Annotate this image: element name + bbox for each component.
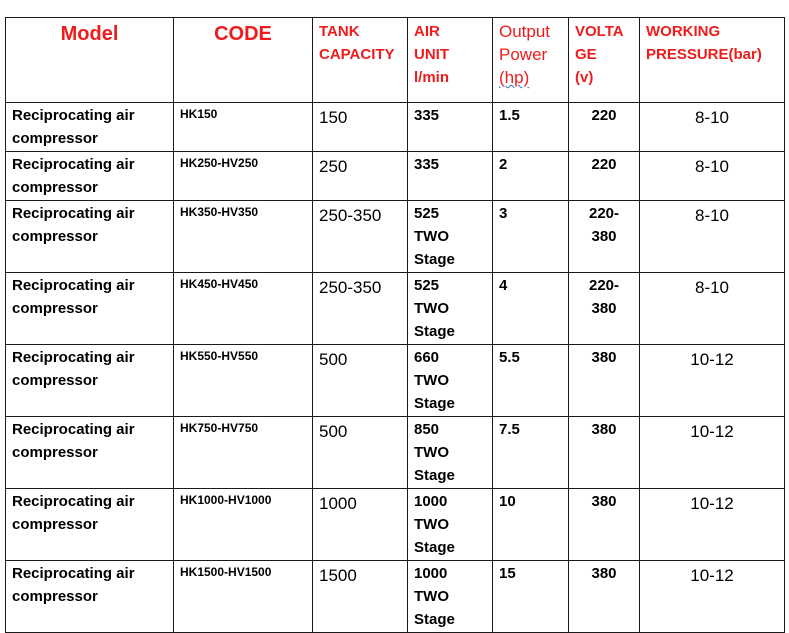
cell-model: Reciprocating air compressor bbox=[6, 273, 174, 345]
cell-code: HK1000-HV1000 bbox=[174, 489, 313, 561]
cell-voltage: 220- 380 bbox=[569, 273, 640, 345]
header-output-power: Output Power (hp) bbox=[493, 18, 569, 103]
cell-model: Reciprocating air compressor bbox=[6, 103, 174, 152]
cell-output-power: 5.5 bbox=[493, 345, 569, 417]
cell-voltage: 380 bbox=[569, 489, 640, 561]
header-model: Model bbox=[6, 18, 174, 103]
cell-air-unit: 335 bbox=[408, 103, 493, 152]
cell-model: Reciprocating air compressor bbox=[6, 417, 174, 489]
cell-air-unit: 850 TWO Stage bbox=[408, 417, 493, 489]
cell-output-power: 10 bbox=[493, 489, 569, 561]
table-row bbox=[6, 103, 785, 152]
cell-tank-capacity: 1000 bbox=[313, 489, 408, 561]
header-row bbox=[6, 18, 785, 103]
cell-model: Reciprocating air compressor bbox=[6, 152, 174, 201]
cell-code: HK250-HV250 bbox=[174, 152, 313, 201]
cell-tank-capacity: 250 bbox=[313, 152, 408, 201]
cell-air-unit: 525 TWO Stage bbox=[408, 201, 493, 273]
cell-code: HK750-HV750 bbox=[174, 417, 313, 489]
header-code: CODE bbox=[174, 18, 313, 103]
cell-working-pressure: 10-12 bbox=[640, 417, 785, 489]
table-row bbox=[6, 345, 785, 417]
cell-voltage: 220 bbox=[569, 152, 640, 201]
cell-working-pressure: 10-12 bbox=[640, 345, 785, 417]
cell-output-power: 4 bbox=[493, 273, 569, 345]
cell-code: HK350-HV350 bbox=[174, 201, 313, 273]
table-row bbox=[6, 152, 785, 201]
cell-air-unit: 335 bbox=[408, 152, 493, 201]
cell-tank-capacity: 500 bbox=[313, 345, 408, 417]
table-row bbox=[6, 273, 785, 345]
cell-tank-capacity: 250-350 bbox=[313, 273, 408, 345]
cell-code: HK550-HV550 bbox=[174, 345, 313, 417]
cell-model: Reciprocating air compressor bbox=[6, 345, 174, 417]
cell-tank-capacity: 250-350 bbox=[313, 201, 408, 273]
table-row bbox=[6, 489, 785, 561]
table-row bbox=[6, 561, 785, 633]
cell-voltage: 380 bbox=[569, 561, 640, 633]
cell-voltage: 220 bbox=[569, 103, 640, 152]
header-air-unit: AIR UNIT l/min bbox=[408, 18, 493, 103]
cell-voltage: 380 bbox=[569, 417, 640, 489]
cell-code: HK150 bbox=[174, 103, 313, 152]
cell-model: Reciprocating air compressor bbox=[6, 201, 174, 273]
table-row bbox=[6, 417, 785, 489]
cell-working-pressure: 10-12 bbox=[640, 489, 785, 561]
cell-output-power: 2 bbox=[493, 152, 569, 201]
cell-model: Reciprocating air compressor bbox=[6, 489, 174, 561]
cell-tank-capacity: 500 bbox=[313, 417, 408, 489]
cell-working-pressure: 8-10 bbox=[640, 103, 785, 152]
cell-code: HK1500-HV1500 bbox=[174, 561, 313, 633]
cell-working-pressure: 8-10 bbox=[640, 273, 785, 345]
cell-output-power: 7.5 bbox=[493, 417, 569, 489]
cell-working-pressure: 8-10 bbox=[640, 201, 785, 273]
header-voltage: VOLTA GE (v) bbox=[569, 18, 640, 103]
cell-model: Reciprocating air compressor bbox=[6, 561, 174, 633]
cell-voltage: 220- 380 bbox=[569, 201, 640, 273]
cell-air-unit: 1000 TWO Stage bbox=[408, 561, 493, 633]
cell-code: HK450-HV450 bbox=[174, 273, 313, 345]
cell-voltage: 380 bbox=[569, 345, 640, 417]
cell-output-power: 3 bbox=[493, 201, 569, 273]
cell-working-pressure: 10-12 bbox=[640, 561, 785, 633]
cell-tank-capacity: 150 bbox=[313, 103, 408, 152]
table-row bbox=[6, 201, 785, 273]
cell-air-unit: 525 TWO Stage bbox=[408, 273, 493, 345]
cell-output-power: 15 bbox=[493, 561, 569, 633]
header-tank-capacity: TANK CAPACITY bbox=[313, 18, 408, 103]
header-working-pressure: WORKING PRESSURE(bar) bbox=[640, 18, 785, 103]
cell-tank-capacity: 1500 bbox=[313, 561, 408, 633]
compressor-spec-table bbox=[5, 17, 785, 633]
cell-working-pressure: 8-10 bbox=[640, 152, 785, 201]
cell-air-unit: 1000 TWO Stage bbox=[408, 489, 493, 561]
table-body bbox=[6, 103, 785, 633]
cell-output-power: 1.5 bbox=[493, 103, 569, 152]
cell-air-unit: 660 TWO Stage bbox=[408, 345, 493, 417]
